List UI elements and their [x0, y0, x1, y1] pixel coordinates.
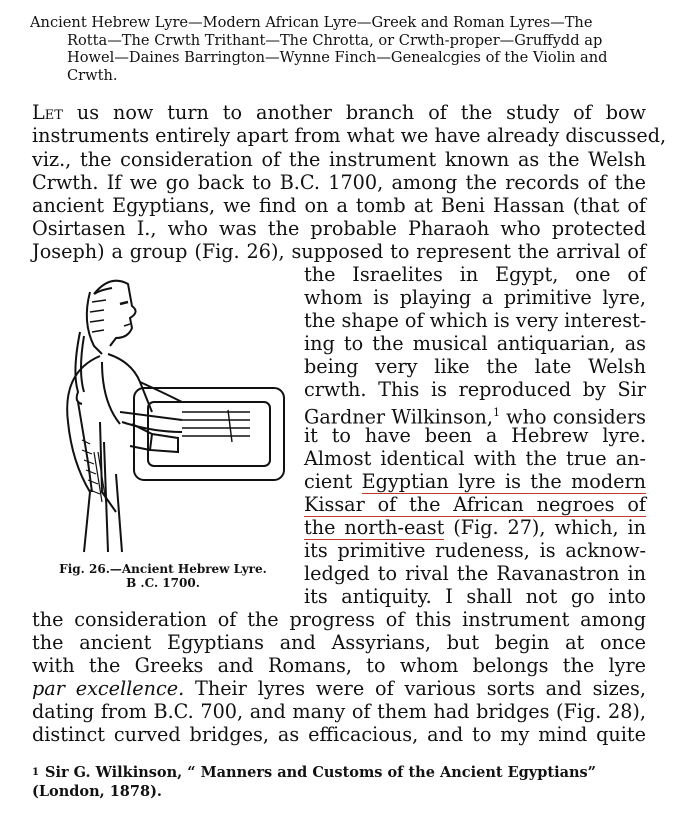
highlighted-text: Kissar of the African negroes of [304, 493, 646, 516]
footnote-text: Sir G. Wilkinson, “ Manners and Customs of the Ancient Egyptians” [44, 764, 597, 781]
text-line: whom is playing a primitive lyre, [304, 286, 646, 309]
lyre-player-drawing [32, 262, 292, 562]
figure-caption [32, 562, 294, 590]
text-line: its primitive rudeness, is acknow- [304, 539, 646, 562]
text-line: Osirtasen I., who was the probable Pharaoh who protected [32, 217, 646, 240]
text-line: Joseph) a group (Fig. 26), supposed to represent the arrival of [32, 240, 646, 263]
drop-word: Let [32, 101, 63, 124]
text-span: (Fig. 27), which, in [444, 516, 646, 539]
text-line: the Israelites in Egypt, one of [304, 263, 646, 286]
text-line: ledged to rival the Ravanastron in [304, 562, 646, 585]
highlighted-text: the north-east [304, 516, 445, 539]
highlighted-text: Egyptian lyre is the modern [361, 470, 646, 493]
text-span: cient [304, 470, 362, 493]
text-line: the shape of which is very interest- [304, 309, 647, 332]
text-line: Crwth. If we go back to B.C. 1700, among the records of the [32, 171, 646, 194]
text-line: crwth. This is reproduced by Sir [304, 378, 646, 401]
text-line: Almost identical with the true an- [304, 447, 646, 470]
text-span: Gardner Wilkinson, [304, 405, 493, 429]
caption-title: Fig. 26.—Ancient Hebrew Lyre. [59, 562, 267, 576]
text-span: par excellence. [32, 677, 185, 700]
footnote-marker: 1 [32, 767, 39, 778]
text-line: the consideration of the progress of this instrument among [32, 608, 646, 631]
text-line: ing to the musical antiquarian, as [304, 332, 646, 355]
footnote [32, 763, 646, 801]
text-line [32, 677, 646, 700]
text-line [304, 470, 646, 493]
summary-line: Ancient Hebrew Lyre—Modern African Lyre—Greek and Roman Lyres—The [30, 14, 593, 31]
text-line: distinct curved bridges, as efficacious, and to my mind quite [32, 723, 646, 746]
footnote-line: (London, 1878). [32, 783, 162, 800]
summary-line: Howel—Daines Barrington—Wynne Finch—Genealcgies of the Violin and [67, 49, 608, 67]
text-line: with the Greeks and Romans, to whom belongs the lyre [32, 654, 646, 677]
summary-line: Rotta—The Crwth Trithant—The Chrotta, or Crwth-proper—Gruffydd ap [67, 31, 603, 49]
text-span: us now turn to another branch of the study of bow [62, 101, 646, 124]
chapter-summary [30, 14, 660, 84]
footnote-ref[interactable]: 1 [492, 406, 500, 419]
text-line: instruments entirely apart from what we have already discussed, [32, 124, 667, 147]
text-line: its antiquity. I shall not go into [304, 585, 646, 608]
text-line: being very like the late Welsh [304, 355, 646, 378]
text-line: dating from B.C. 700, and many of them had bridges (Fig. 28), [32, 700, 646, 723]
text-line: it to have been a Hebrew lyre. [304, 424, 646, 447]
summary-line: Crwth. [67, 66, 118, 84]
text-span: who considers [499, 405, 646, 429]
text-line [32, 101, 646, 124]
text-line [304, 493, 646, 516]
figure-26-illustration [32, 262, 292, 562]
text-line: viz., the consideration of the instrument known as the Welsh [32, 148, 646, 171]
caption-date: B .C. 1700. [126, 576, 200, 590]
text-span: Their lyres were of various sorts and sizes, [184, 677, 646, 700]
footnote-line [32, 763, 646, 782]
text-line: ancient Egyptians, we find on a tomb at Beni Hassan (that of [32, 194, 646, 217]
text-line [304, 516, 646, 539]
text-line: the ancient Egyptians and Assyrians, but begin at once [32, 631, 646, 654]
